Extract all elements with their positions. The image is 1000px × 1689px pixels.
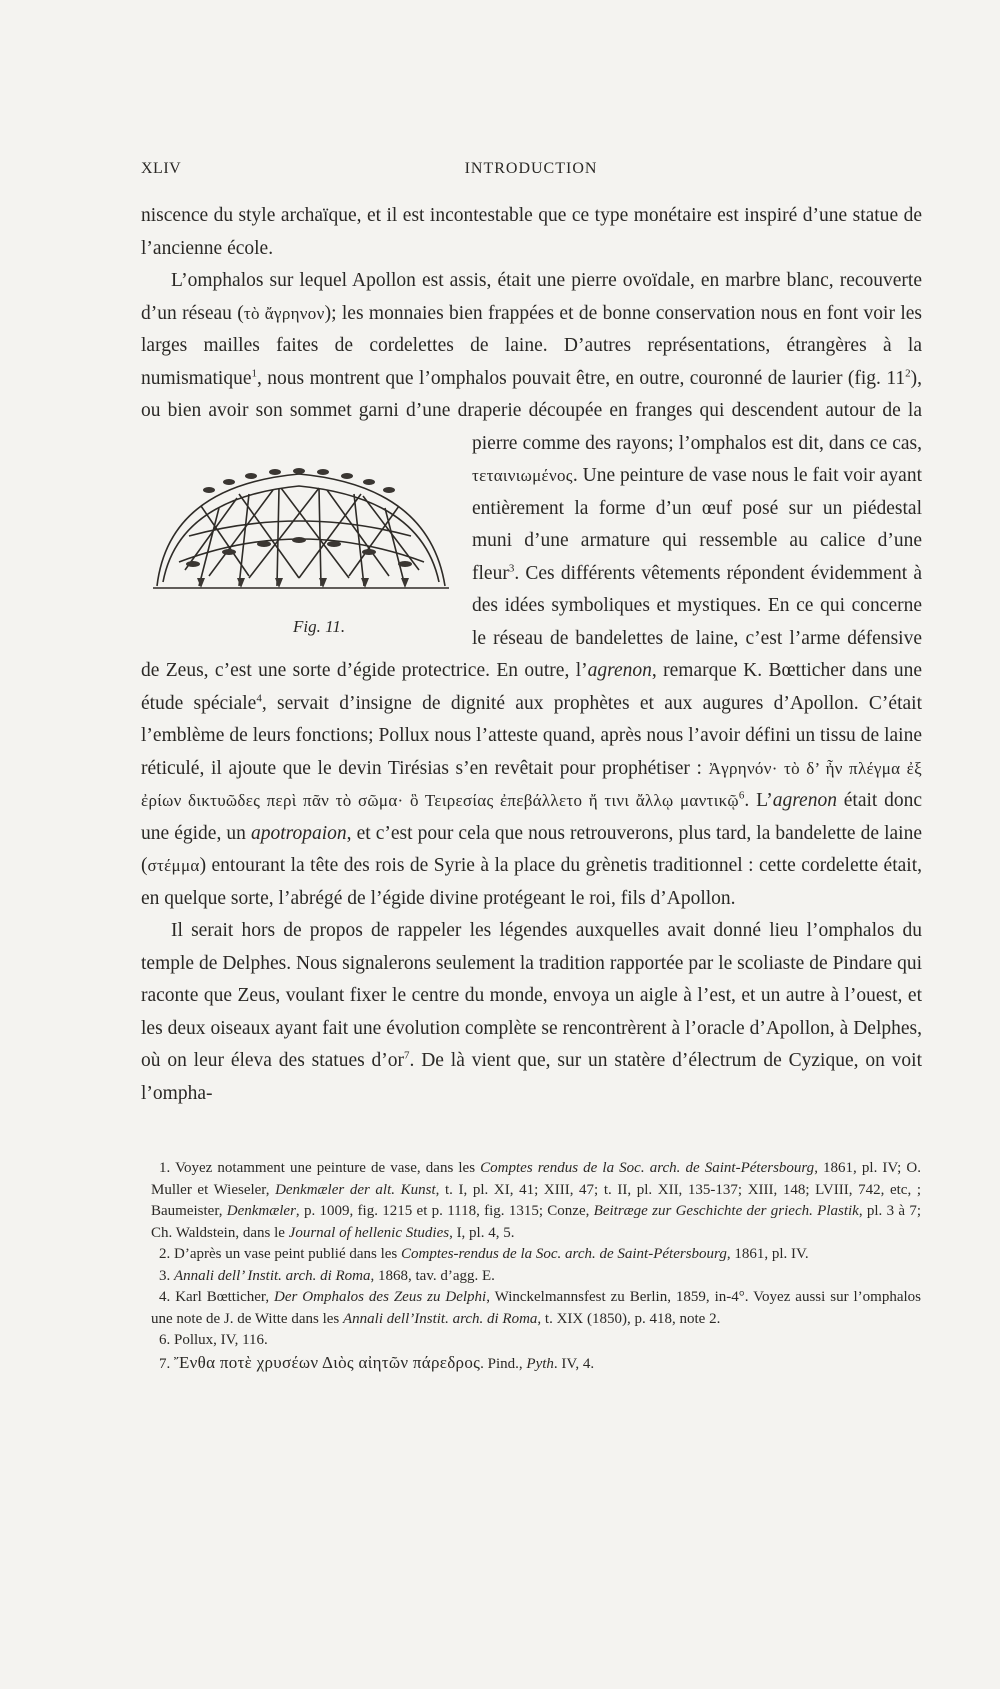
italic-term: agrenon (772, 790, 837, 811)
italic-term: apotropaion (250, 822, 347, 844)
italic-title: Denkmæler der alt. Kunst (275, 1181, 436, 1198)
footnote-4 (151, 1287, 921, 1330)
italic-title: Comptes rendus de la Soc. arch. de Saint-Pétersbourg (480, 1160, 815, 1176)
italic-title: Der Omphalos des Zeus zu Delphi (274, 1289, 487, 1305)
text-run: , et c’est pour cela que nous retrouverons, plus tard, la bandelette de laine ( (141, 822, 922, 876)
text-run: , 1868, tav. d’agg. E. (370, 1267, 495, 1284)
text-run: était donc une égide, un (141, 790, 922, 844)
text-run: 2. D’après un vase peint publié dans les (159, 1246, 402, 1262)
text-run: L’omphalos sur lequel Apollon est assis, était une pierre ovoïdale, en marbre blanc, recouverte d’un réseau ( (141, 270, 922, 324)
text-run: , p. 1009, fig. 1215 et p. 1118, fig. 1315; Conze, (295, 1203, 594, 1219)
text-run: Il serait hors de propos de rappeler les légendes auxquelles avait donné lieu l’omphalos du temple de Delphes. Nous signalerons seulement la tradition rapportée par le scoliaste de Pindare qui raconte que Zeus, voulant fixer le centre du monde, envoya un aigle à l’est, et un autre à l’ouest, et les deux oiseaux ayant fait une évolution complète se rencontrèrent à l’oracle d’Apollon, à Delphes, où on leur éleva des statues d’or (141, 920, 922, 1071)
text-run: , I, pl. 4, 5. (449, 1224, 515, 1241)
greek-text: τεταινιωμένος (472, 466, 573, 485)
italic-title: Journal of hellenic Studies (288, 1224, 450, 1241)
greek-text: στέμμα (147, 856, 200, 875)
text-run: . L’ (744, 790, 773, 811)
footnote-7 (151, 1352, 921, 1376)
footnote-3 (151, 1266, 921, 1288)
italic-term: agrenon (587, 660, 652, 681)
italic-title: Comptes-rendus de la Soc. arch. de Saint-Pétersbourg (401, 1246, 727, 1262)
text-run: . Pind., (480, 1355, 527, 1372)
footnote-ref: 7 (404, 1049, 410, 1062)
footnote-6: 6. Pollux, IV, 116. (159, 1332, 268, 1348)
text-run: , remarque K. Bœtticher dans une étude spéciale (141, 660, 923, 714)
text-run: , t. XIX (1850), p. 418, note 2. (537, 1310, 721, 1327)
text-run: ); les monnaies bien frappées et de bonne conservation nous en font voir les larges mailles faites de cordelettes de laine. D’autres représentations, étrangères à la numismatique (141, 302, 922, 389)
text-run: 3. (159, 1267, 174, 1284)
text-run: , Winckelmannsfest zu Berlin, 1859, in-4°. Voyez aussi sur l’omphalos une note de J. de Witte dans les (151, 1289, 922, 1327)
greek-quote: Ἀγρηνόν· τὸ δ’ ἦν πλέγμα ἐξ ἐρίων δικτυῶδες περὶ πᾶν τὸ σῶμα· ὃ Τειρεσίας ἐπεβάλλετο ἤ τινι ἄλλῳ μαντικῷ (141, 758, 922, 810)
text-run: . IV, 4. (553, 1355, 595, 1372)
italic-title: Denkmæler (226, 1203, 296, 1219)
page-number: XLIV (141, 160, 182, 177)
text-run: 4. Karl Bœtticher, (159, 1289, 275, 1305)
footnote-ref: 1 (251, 367, 257, 379)
text-run: . Une peinture de vase nous le fait voir ayant entièrement la forme d’un œuf posé sur un piédestal muni d’une armature qui ressemble au calice d’une fleur (472, 465, 922, 584)
footnote-ref: 2 (905, 367, 911, 379)
text-run: ) entourant la tête des rois de Syrie à la place du grènetis traditionnel : cette cordelette était, en quelque sorte, l’abrégé de l’égide divine protégeant le roi, fils d’Apollon. (141, 855, 922, 909)
text-run: 7. (159, 1355, 174, 1372)
running-title: INTRODUCTION (464, 160, 598, 177)
text-run: , servait d’insigne de dignité aux prophètes et aux augures d’Apollon. C’était l’emblème de leurs fonctions; Pollux nous l’atteste quand, après nous l’avoir défini un tissu de laine réticulé, il ajoute que le devin Tirésias s’en revêtait pour prophétiser : (141, 692, 922, 779)
main-text (141, 200, 922, 1110)
figure-caption: Fig. 11. (293, 616, 346, 636)
text-run: , nous montrent que l’omphalos pouvait être, en outre, couronné de laurier (fig. 11 (257, 367, 906, 389)
footnote-ref: 4 (256, 692, 262, 704)
greek-text: Ἔνθα ποτὲ χρυσέων Διὸς αἰητῶν πάρεδρος (174, 1352, 481, 1372)
paragraph-3 (141, 915, 922, 1110)
text-run: , t. I, pl. XI, 41; XIII, 47; t. II, pl. XII, 135-137; XIII, 148; LVIII, 742, etc, ; Baumeister, (151, 1181, 921, 1219)
omphalos-illustration (149, 466, 455, 606)
paragraph-1: niscence du style archaïque, et il est incontestable que ce type monétaire est inspiré d’une statue de l’ancienne école. (141, 205, 922, 259)
text-run: . Ces différents vêtements répondent évidemment à des idées symboliques et mystiques. En ce qui concerne le réseau de bandelettes de laine, c’est l’arme défensive de Zeus, c’est une sorte d’égide protectrice. En outre, l’ (141, 562, 922, 681)
footnote-ref: 3 (508, 562, 515, 574)
footnote-ref: 6 (738, 789, 745, 802)
italic-title: Annali dell’ Instit. arch. di Roma (174, 1267, 371, 1284)
text-run: . De là vient que, sur un statère d’électrum de Cyzique, on voit l’ompha- (141, 1050, 922, 1104)
figure-omphalos (141, 428, 458, 655)
footnotes (151, 1158, 921, 1375)
italic-title: Pyth (526, 1355, 554, 1372)
text-run: , pl. 3 à 7; Ch. Waldstein, dans le (151, 1203, 921, 1241)
italic-title: Beitræge zur Geschichte der griech. Plastik (593, 1203, 859, 1219)
text-run: ), ou bien avoir son sommet garni d’une draperie découpée en franges qui descendent autour de la pierre comme des rayons; l’omphalos est dit, dans ce cas, (141, 367, 922, 454)
paragraph-2 (141, 265, 922, 915)
text-run: 1. Voyez notamment une peinture de vase, dans les (159, 1160, 481, 1176)
text-run: , 1861, pl. IV. (726, 1246, 809, 1262)
footnote-2 (151, 1244, 921, 1266)
running-head (141, 160, 921, 184)
footnote-1 (151, 1158, 921, 1244)
greek-text: τὸ ἄγρηνον (243, 303, 325, 323)
text-run: , 1861, pl. IV; O. Muller et Wieseler, (151, 1160, 921, 1198)
italic-title: Annali dell’Instit. arch. di Roma (343, 1310, 538, 1327)
